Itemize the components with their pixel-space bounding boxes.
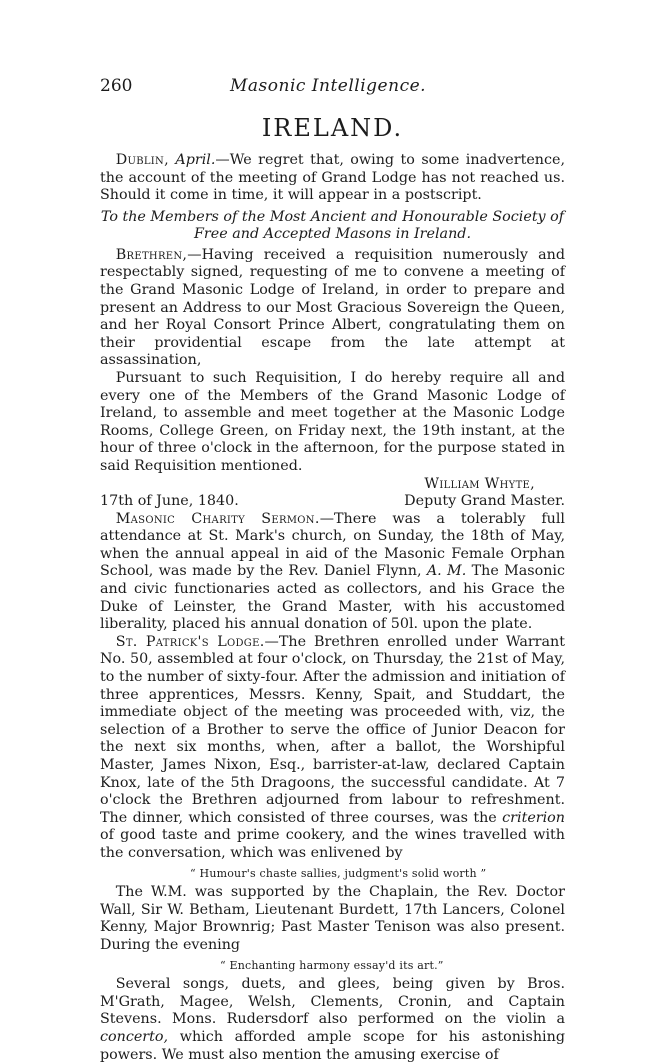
paragraph-text: which afforded ample scope for his astonishing powers. We must also mention the amusing exercise of	[100, 1028, 565, 1063]
paragraph-text: —Having received a requisition numerously and respectably signed, requesting of me to convene a meeting of the Grand Masonic Lodge of Ireland, in order to prepare and present an Address to our Most Gracious Sovereign the Queen, and her Royal Consort Prince Albert, congratulating them on their providential escape from the late attempt at assassination,	[100, 246, 565, 369]
address-heading: To the Members of the Most Ancient and Honourable Society of Free and Accepted Masons in Ireland.	[100, 208, 565, 242]
paragraph-text: —We regret that, owing to some inadvertence, the account of the meeting of Grand Lodge has not reached us. Should it come in time, it will appear in a postscript.	[100, 152, 566, 204]
paragraph-text: —The Brethren enrolled under Warrant No. 50, assembled at four o'clock, on Thursday, the 21st of May, to the number of sixty-four. After the admission and initiation of three apprentices, Messrs. Kenny, Spait, and Studdart, the immediate object of the meeting was proceeded with, viz, the selection of a Brother to serve the office of Junior Deacon for the next six months, when, after a ballot, the Worshipful Master, James Nixon, Esq., barrister-at-law, declared Captain Knox, late of the 5th Dragoons, the successful candidate. At 7 o'clock the Brethren adjourned from labour to refreshment. The dinner, which consisted of three courses, was the	[100, 633, 565, 826]
paragraph-text: The Masonic and civic functionaries acted as collectors, and his Grace the Duke of Leinster, the Grand Master, with his accustomed liberality, placed his annual donation of 50l. upon the plate.	[100, 563, 565, 633]
paragraph-songs	[100, 976, 565, 1064]
page	[100, 78, 565, 1064]
paragraph-lead: St. Patrick's Lodge.	[115, 633, 265, 650]
section-title: IRELAND.	[261, 114, 404, 142]
paragraph-date: April.	[175, 152, 216, 168]
paragraph-text: —There was a tolerably full attendance at St. Mark's church, on Sunday, the 18th of May, when the annual appeal in aid of the Masonic Female Orphan School, was made by the Rev. Daniel Flynn,	[100, 510, 565, 580]
paragraph-wm-supported: The W.M. was supported by the Chaplain, the Rev. Doctor Wall, Sir W. Betham, Lieutenant Burdett, 17th Lancers, Colonel Kenny, Major Brownrig; Past Master Tenison was also present. During the evening	[100, 884, 565, 953]
paragraph-charity-sermon	[100, 511, 565, 634]
running-head	[100, 78, 565, 100]
italic-word: concerto,	[100, 1028, 169, 1045]
paragraph-text: of good taste and prime cookery, and the wines travelled with the conversation, which was enlivened by	[100, 827, 565, 861]
paragraph-pursuant: Pursuant to such Requisition, I do hereby require all and every one of the Members of the Grand Masonic Lodge of Ireland, to assemble and meet together at the Masonic Lodge Rooms, College Green, on Friday next, the 19th instant, at the hour of three o'clock in the afternoon, for the purpose stated in said Requisition mentioned.	[100, 369, 565, 474]
paragraph-lead: Brethren,	[115, 246, 188, 263]
signature-name-row	[100, 476, 565, 494]
running-title: Masonic Intelligence.	[230, 76, 427, 96]
paragraph-st-patricks-lodge	[100, 634, 565, 863]
verse-quote: “ Humour's chaste sallies, judgment's solid worth ”	[190, 866, 487, 880]
signature-title: Deputy Grand Master.	[404, 493, 565, 510]
paragraph-brethren	[100, 247, 565, 370]
signature-date: 17th of June, 1840.	[100, 493, 239, 510]
paragraph-lead: Dublin,	[115, 152, 169, 168]
page-number: 260	[100, 76, 133, 96]
signature-date-row	[100, 493, 565, 511]
italic-word: criterion	[502, 809, 565, 826]
paragraph-text: Several songs, duets, and glees, being given by Bros. M'Grath, Magee, Welsh, Clements, Cronin, and Captain Stevens. Mons. Rudersdorf also performed on the violin a	[100, 976, 565, 1028]
signature-name: William Whyte,	[424, 475, 535, 492]
degree-abbrev: A. M.	[426, 563, 467, 580]
verse-quote: “ Enchanting harmony essay'd its art.”	[220, 958, 444, 972]
paragraph-dublin	[100, 152, 565, 205]
paragraph-lead: Masonic Charity Sermon.	[115, 510, 320, 527]
